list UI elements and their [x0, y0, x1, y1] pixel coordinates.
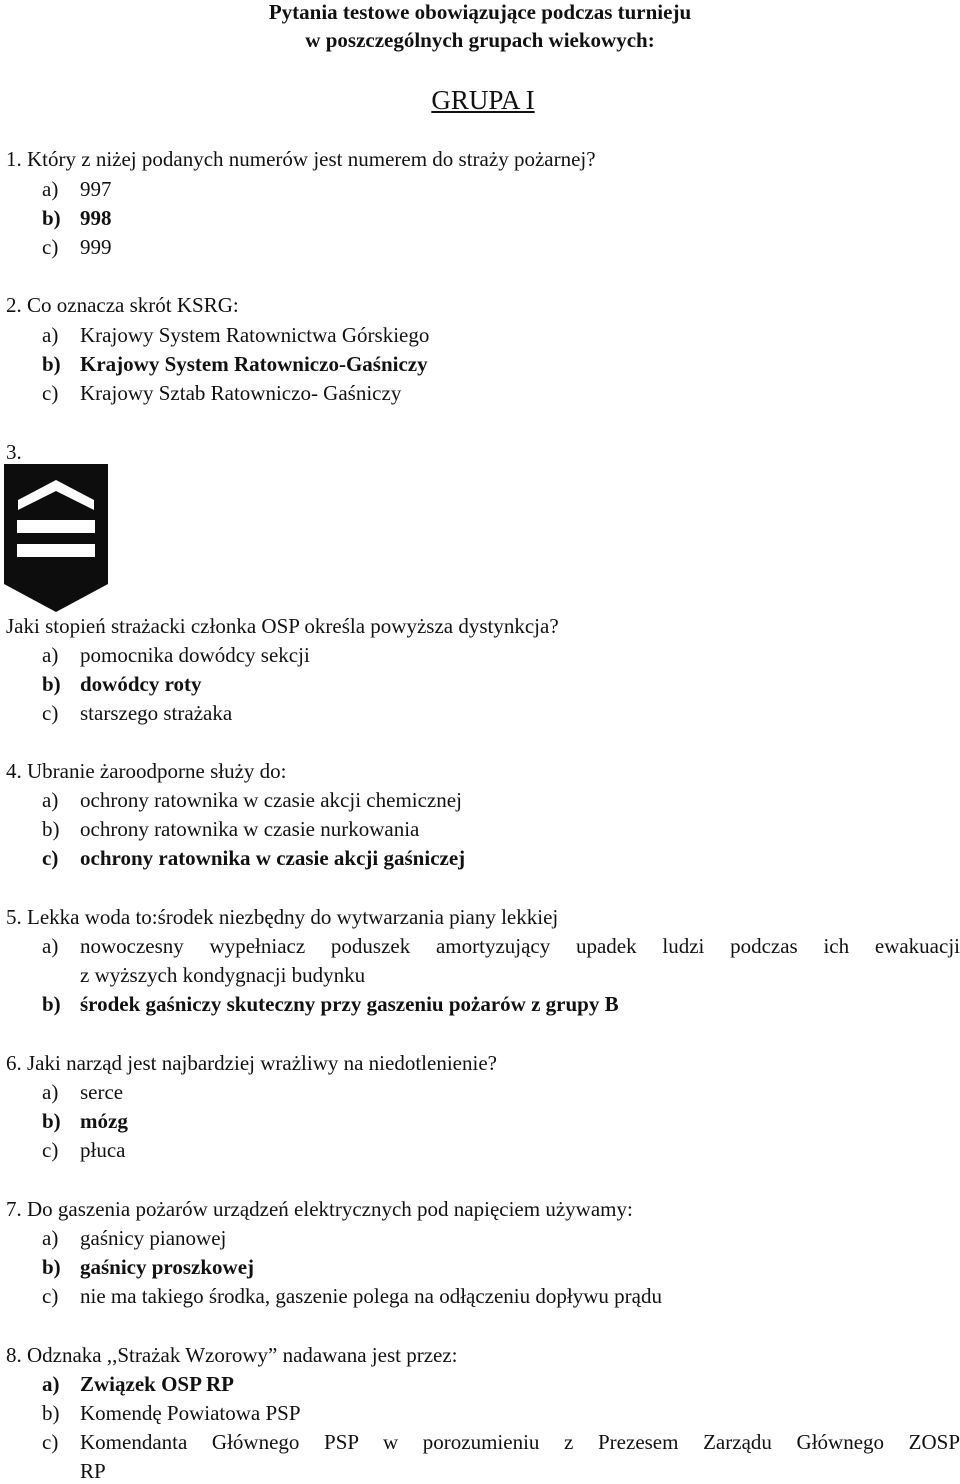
answer-3b: b) dowódcy roty: [42, 672, 202, 696]
group-title: GRUPA I: [431, 85, 535, 115]
answer-7a: a) gaśnicy pianowej: [42, 1226, 227, 1250]
answer-2b: b) Krajowy System Ratowniczo-Gaśniczy: [42, 352, 428, 376]
document-title-line-2: w poszczególnych grupach wiekowych:: [305, 28, 655, 52]
answer-4a: a) ochrony ratownika w czasie akcji chemicznej: [42, 788, 462, 812]
answer-6c: c) płuca: [42, 1138, 126, 1162]
answer-6b: b) mózg: [42, 1109, 128, 1133]
question-3: Jaki stopień strażacki członka OSP określa powyższa dystynkcja?: [6, 614, 559, 638]
answer-5a: a) nowoczesny wypełniacz poduszek amortyzujący upadek ludzi podczas ich ewakuacji: [42, 934, 960, 958]
answer-3c: c) starszego strażaka: [42, 701, 233, 725]
question-5: 5. Lekka woda to:środek niezbędny do wytwarzania piany lekkiej: [6, 905, 559, 929]
answer-7c: c) nie ma takiego środka, gaszenie polega na odłączeniu dopływu prądu: [42, 1284, 662, 1308]
question-7: 7. Do gaszenia pożarów urządzeń elektrycznych pod napięciem używamy:: [6, 1197, 633, 1221]
document-title-line-1: Pytania testowe obowiązujące podczas turnieju: [268, 0, 692, 24]
answer-2c: c) Krajowy Sztab Ratowniczo- Gaśniczy: [42, 381, 402, 405]
question-8: 8. Odznaka ,,Strażak Wzorowy” nadawana jest przez:: [6, 1343, 458, 1367]
question-6: 6. Jaki narząd jest najbardziej wrażliwy na niedotlenienie?: [6, 1051, 497, 1075]
question-3-number: 3.: [6, 440, 22, 464]
question-2: 2. Co oznacza skrót KSRG:: [6, 293, 239, 317]
answer-1c: c) 999: [42, 235, 112, 259]
answer-2a: a) Krajowy System Ratownictwa Górskiego: [42, 323, 430, 347]
answer-5a-continuation: z wyższych kondygnacji budynku: [80, 963, 366, 987]
answer-4c: c) ochrony ratownika w czasie akcji gaśniczej: [42, 846, 466, 870]
answer-1b: b) 998: [42, 206, 112, 230]
answer-4b: b) ochrony ratownika w czasie nurkowania: [42, 817, 420, 841]
answer-8c-continuation: RP: [80, 1459, 106, 1483]
answer-1a: a) 997: [42, 177, 112, 201]
answer-8a: a) Związek OSP RP: [42, 1372, 235, 1396]
answer-7b: b) gaśnicy proszkowej: [42, 1255, 255, 1279]
answer-6a: a) serce: [42, 1080, 124, 1104]
question-1: 1. Który z niżej podanych numerów jest numerem do straży pożarnej?: [6, 147, 596, 171]
answer-8b: b) Komendę Powiatowa PSP: [42, 1401, 301, 1425]
question-4: 4. Ubranie żaroodporne służy do:: [6, 759, 287, 783]
answer-3a: a) pomocnika dowódcy sekcji: [42, 643, 310, 667]
answer-8c: c) Komendanta Głównego PSP w porozumieniu z Prezesem Zarządu Głównego ZOSP: [42, 1430, 960, 1454]
rank-insignia-icon: [4, 464, 108, 612]
answer-5b: b) środek gaśniczy skuteczny przy gaszeniu pożarów z grupy B: [42, 992, 619, 1016]
